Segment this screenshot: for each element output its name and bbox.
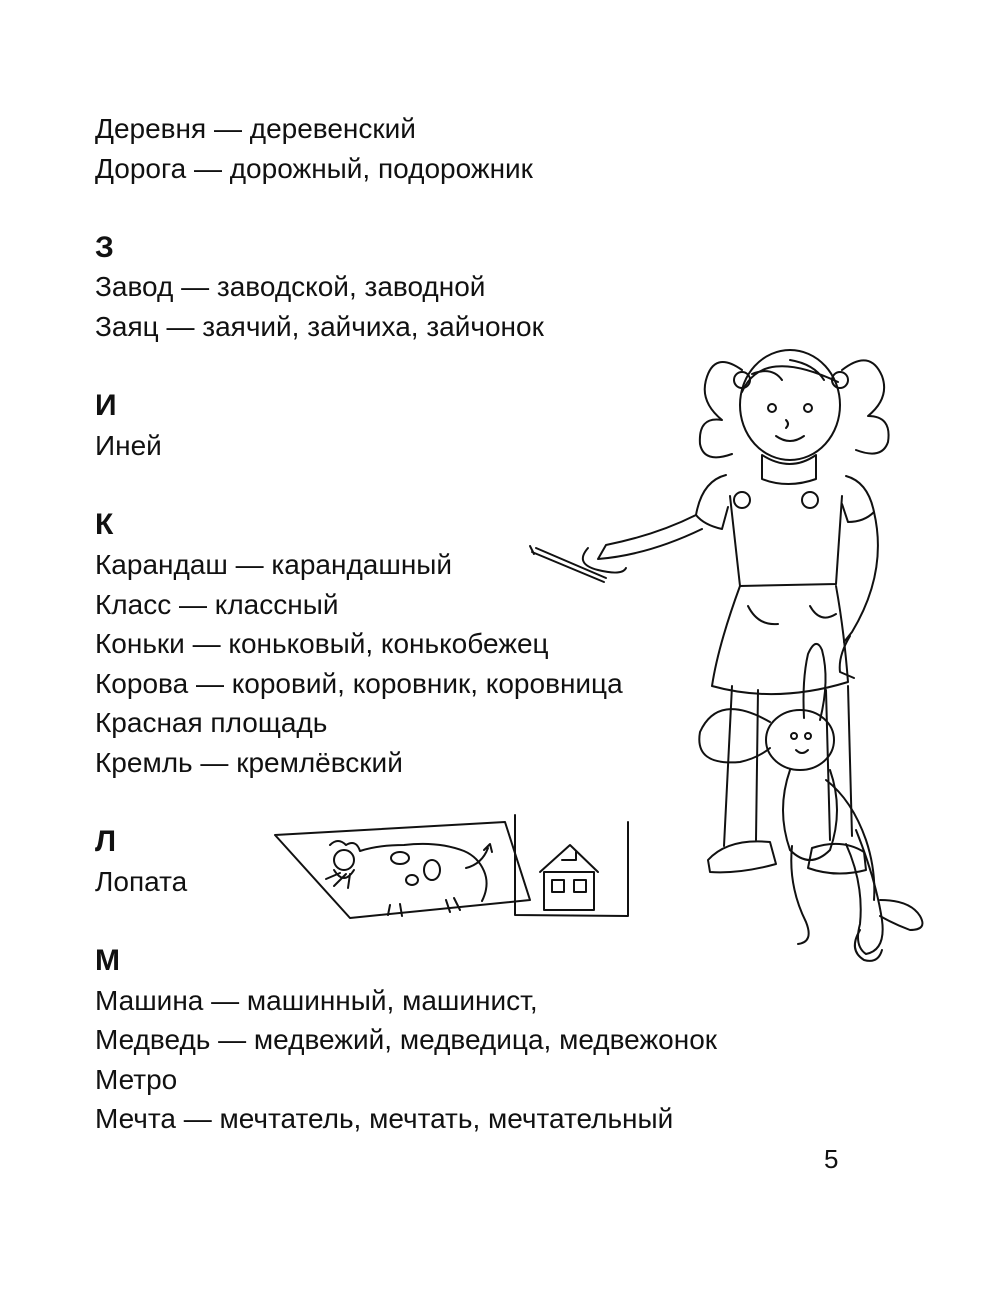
entry-mashina: Машина — машинный, машинист, [95,985,538,1016]
entry-mechta: Мечта — мечтатель, мечтать, мечтательный [95,1103,674,1134]
entry-konki: Коньки — коньковый, конькобежец [95,628,549,659]
entry-kreml: Кремль — кремлёвский [95,747,403,778]
entry-medved: Медведь — медвежий, медведица, медвежонок [95,1024,718,1055]
section-letter-k: К [95,508,114,541]
entry-karandash: Карандаш — карандашный [95,549,453,580]
entry-metro: Метро [95,1064,178,1095]
entry-derevnya: Деревня — деревенский [95,113,416,144]
entry-iney: Иней [95,430,162,461]
entry-klass: Класс — классный [95,589,339,620]
entry-lopata: Лопата [95,866,188,897]
page-number: 5 [824,1144,839,1174]
entry-zayats: Заяц — заячий, зайчиха, зайчонок [95,311,544,342]
entry-korova: Корова — коровий, коровник, коровница [95,668,623,699]
entry-doroga: Дорога — дорожный, подорожник [95,153,533,184]
section-letter-i: И [95,389,117,422]
section-letter-m: М [95,944,120,977]
section-letter-l: Л [95,825,117,858]
entry-zavod: Завод — заводской, заводной [95,271,486,302]
section-letter-z: З [95,231,114,264]
entry-krasnaya-ploshchad: Красная площадь [95,707,328,738]
